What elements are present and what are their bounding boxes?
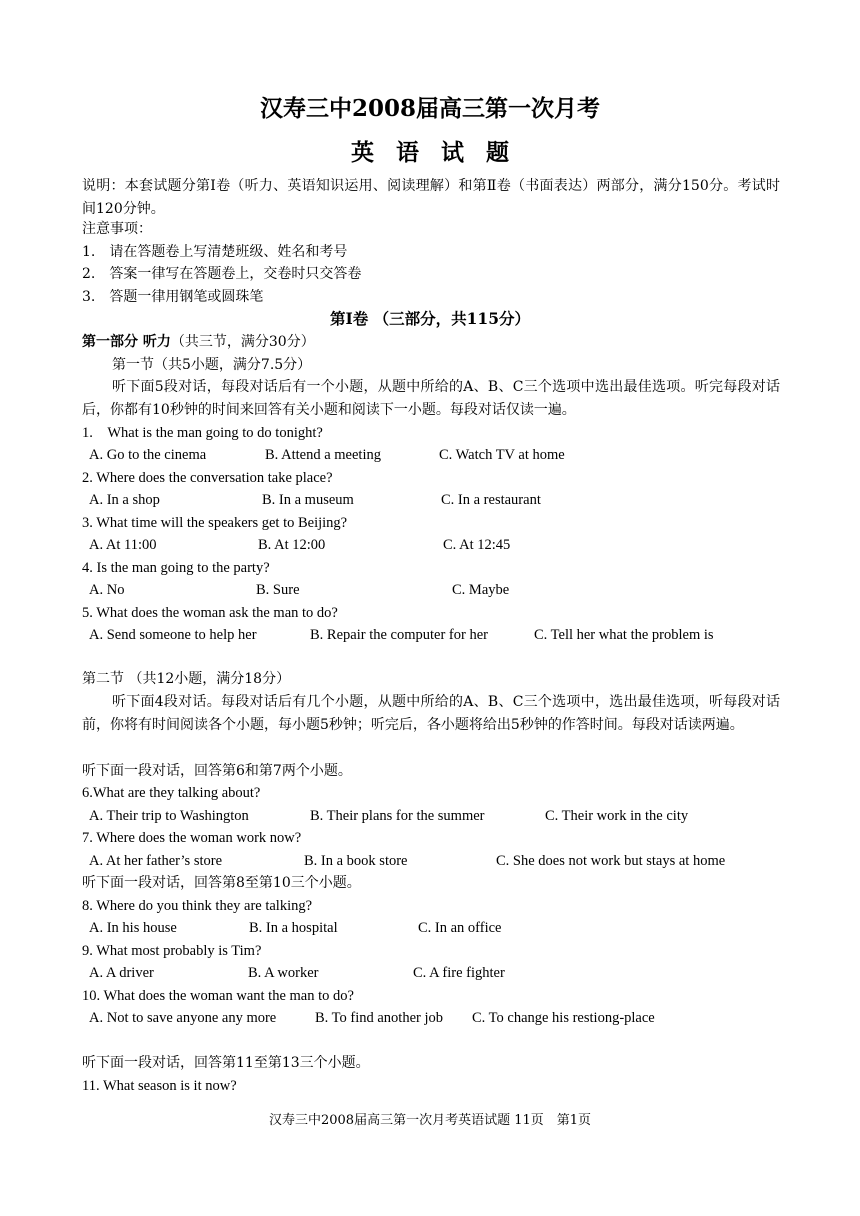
option-7b: B. In a book store (304, 853, 408, 869)
question-2: 2. Where does the conversation take place? (82, 470, 333, 486)
section1-title: 第一节（共5小题，满分7.5分） (112, 357, 312, 373)
question-7: 7. Where does the woman work now? (82, 830, 302, 846)
option-2a: A. In a shop (89, 492, 160, 508)
option-5a: A. Send someone to help her (89, 627, 257, 643)
option-2c: C. In a restaurant (441, 492, 541, 508)
option-10c: C. To change his restiong-place (472, 1010, 655, 1026)
group2-prompt: 听下面一段对话，回答第8至第10三个小题。 (82, 875, 361, 891)
option-9c: C. A fire fighter (413, 965, 505, 981)
option-3c: C. At 12:45 (443, 537, 511, 553)
option-4a: A. No (89, 582, 125, 598)
question-11: 11. What season is it now? (82, 1078, 237, 1094)
option-8b: B. In a hospital (249, 920, 338, 936)
option-6b: B. Their plans for the summer (310, 808, 485, 824)
option-8c: C. In an office (418, 920, 502, 936)
page-footer: 汉寿三中2008届高三第一次月考英语试题 11页 第1页 (268, 1113, 592, 1128)
question-8: 8. Where do you think they are talking? (82, 898, 313, 914)
option-1a: A. Go to the cinema (89, 447, 207, 463)
section1-instructions: 听下面5段对话，每段对话后有一个小题，从题中所给的A、B、C三个选项中选出最佳选项。听完每段对话后，你都有10秒钟的时间来回答有关小题和阅读下一小题。每段对话仅读一遍。 (82, 379, 780, 418)
option-8a: A. In his house (89, 920, 177, 936)
option-9b: B. A worker (248, 965, 319, 981)
note-item: 2. 答案一律写在答题卷上，交卷时只交答卷 (82, 266, 362, 282)
part1-info: （共三节，满分30分） (170, 334, 315, 350)
question-6: 6.What are they talking about? (82, 785, 261, 801)
option-3a: A. At 11:00 (89, 537, 157, 553)
question-5: 5. What does the woman ask the man to do? (82, 605, 338, 621)
option-10b: B. To find another job (315, 1010, 443, 1026)
option-3b: B. At 12:00 (258, 537, 326, 553)
volume1-title: 第Ⅰ卷 （三部分，共115分） (329, 309, 530, 328)
option-4c: C. Maybe (452, 582, 510, 598)
section2-title: 第二节 （共12小题，满分18分） (82, 671, 291, 687)
exam-subtitle: 英语试题 (351, 139, 531, 166)
exam-intro: 说明：本套试题分第Ⅰ卷（听力、英语知识运用、阅读理解）和第Ⅱ卷（书面表达）两部分，满分150分。考试时间120分钟。 (82, 178, 780, 217)
option-5b: B. Repair the computer for her (310, 627, 488, 643)
note-item: 3. 答题一律用钢笔或圆珠笔 (82, 289, 264, 305)
question-3: 3. What time will the speakers get to Beijing? (82, 515, 348, 531)
question-1: 1. What is the man going to do tonight? (82, 425, 323, 441)
option-9a: A. A driver (89, 965, 154, 981)
option-5c: C. Tell her what the problem is (534, 627, 714, 643)
part1-label: 第一部分 听力 (82, 334, 171, 350)
group3-prompt: 听下面一段对话，回答第11至第13三个小题。 (82, 1055, 370, 1071)
group1-prompt: 听下面一段对话，回答第6和第7两个小题。 (82, 763, 352, 779)
option-6a: A. Their trip to Washington (89, 808, 249, 824)
question-9: 9. What most probably is Tim? (82, 943, 262, 959)
part1-heading (82, 332, 315, 352)
option-4b: B. Sure (256, 582, 300, 598)
section2-instructions: 听下面4段对话。每段对话后有几个小题，从题中所给的A、B、C三个选项中，选出最佳选项，听每段对话前，你将有时间阅读各个小题，每小题5秒钟；听完后，各小题将给出5秒钟的作答时间。每段对话读两遍。 (82, 694, 780, 733)
option-1b: B. Attend a meeting (265, 447, 381, 463)
option-7a: A. At her father’s store (89, 853, 223, 869)
option-7c: C. She does not work but stays at home (496, 853, 726, 869)
option-6c: C. Their work in the city (545, 808, 689, 824)
notes-title: 注意事项： (82, 221, 152, 237)
option-10a: A. Not to save anyone any more (89, 1010, 277, 1026)
option-1c: C. Watch TV at home (439, 447, 565, 463)
question-4: 4. Is the man going to the party? (82, 560, 270, 576)
exam-title: 汉寿三中2008届高三第一次月考 (259, 95, 600, 122)
note-item: 1. 请在答题卷上写清楚班级、姓名和考号 (82, 244, 348, 260)
question-10: 10. What does the woman want the man to do? (82, 988, 354, 1004)
option-2b: B. In a museum (262, 492, 354, 508)
